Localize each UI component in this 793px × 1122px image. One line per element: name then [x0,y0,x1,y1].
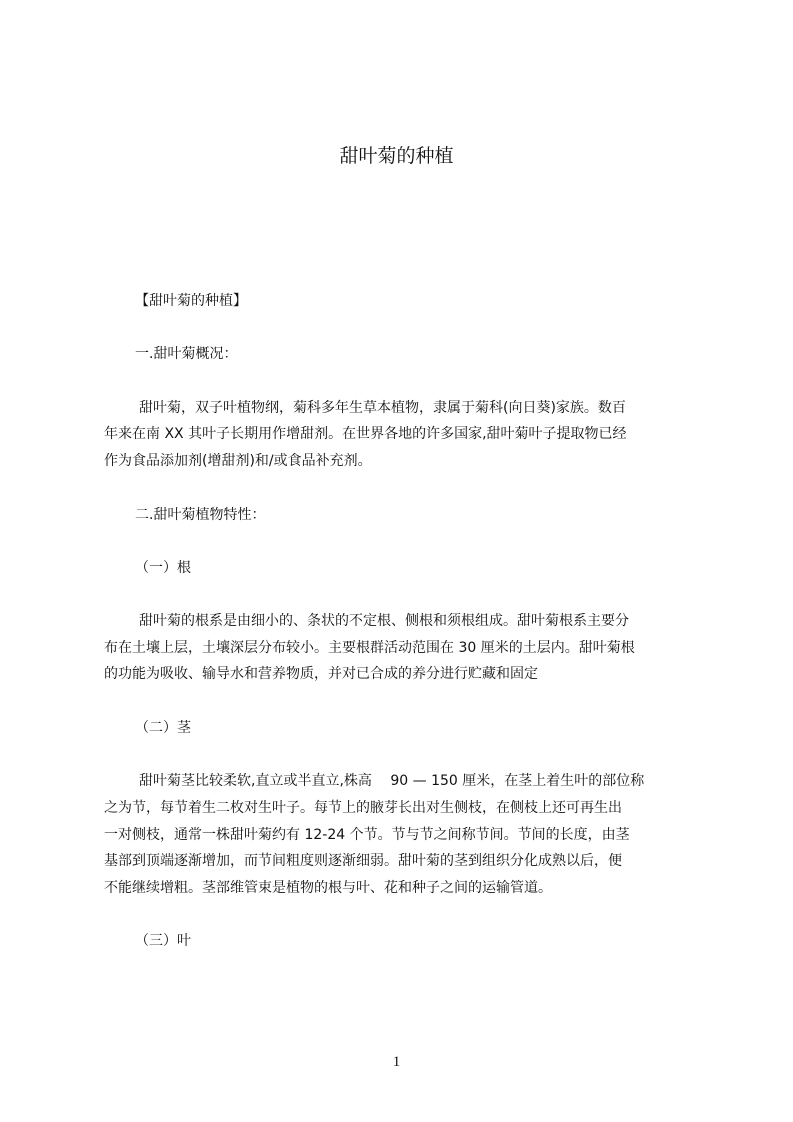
paragraph-line: 年来在南 XX 其叶子长期用作增甜剂。在世界各地的许多国家,甜叶菊叶子提取物已经 [104,426,627,442]
section-heading: 一.甜叶菊概况： [135,346,238,362]
section-heading: 【甜叶菊的种植】 [135,293,247,309]
paragraph-line: 一对侧枝，通常一株甜叶菊约有 12-24 个节。节与节之间称节间。节间的长度，由茎 [104,827,630,843]
subsection-heading: （一）根 [135,560,191,576]
paragraph-line: 基部到顶端逐渐增加，而节间粗度则逐渐细弱。甜叶菊的茎到组织分化成熟以后，便 [104,853,622,869]
paragraph-line: 不能继续增粗。茎部维管束是植物的根与叶、花和种子之间的运输管道。 [104,880,552,896]
paragraph-line: 甜叶菊茎比较柔软,直立或半直立,株高 90 — 150 厘米，在茎上着生叶的部位称 [139,773,645,789]
page-title: 甜叶菊的种植 [339,145,454,167]
paragraph-line: 甜叶菊的根系是由细小的、条状的不定根、侧根和须根组成。甜叶菊根系主要分 [139,613,629,629]
paragraph-line: 作为食品添加剂(增甜剂)和/或食品补充剂。 [104,453,372,469]
page-number: 1 [392,1054,401,1070]
paragraph-line: 布在土壤上层，土壤深层分布较小。主要根群活动范围在 30 厘米的土层内。甜叶菊根 [104,640,635,656]
paragraph-line: 甜叶菊，双子叶植物纲，菊科多年生草本植物，隶属于菊科(向日葵)家族。数百 [139,400,626,416]
paragraph-line: 之为节，每节着生二枚对生叶子。每节上的腋芽长出对生侧枝，在侧枝上还可再生出 [104,800,622,816]
section-heading: 二.甜叶菊植物特性： [135,507,266,523]
subsection-heading: （二）茎 [135,720,191,736]
subsection-heading: （三）叶 [135,933,191,949]
paragraph-line: 的功能为吸收、输导水和营养物质，并对已合成的养分进行贮藏和固定 [104,666,538,682]
